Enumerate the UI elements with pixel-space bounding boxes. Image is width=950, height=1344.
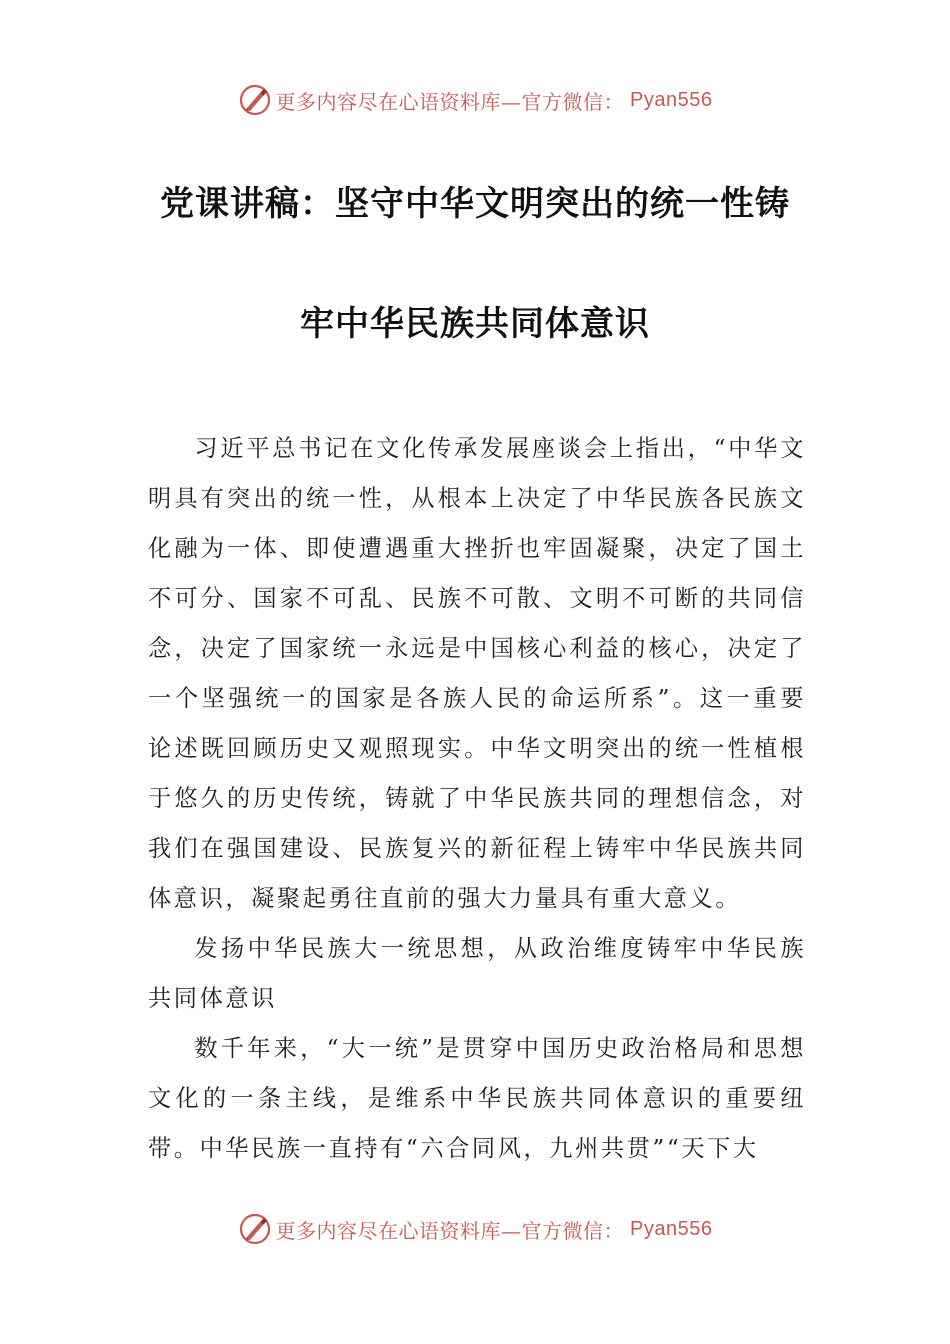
document-body <box>148 424 806 1174</box>
banner-wechat-id: Pyan556 <box>630 88 713 111</box>
banner-wechat-id: Pyan556 <box>630 1217 713 1240</box>
paragraph-3: 数千年来，“大一统”是贯穿中国历史政治格局和思想文化的一条主线，是维系中华民族共同体意识的重要纽带。中华民族一直持有“六合同风，九州共贯”“天下大 <box>148 1035 806 1162</box>
footer-watermark-banner <box>0 1211 950 1247</box>
banner-text: 更多内容尽在心语资料库—官方微信： <box>275 89 625 114</box>
banner-text: 更多内容尽在心语资料库—官方微信： <box>275 1218 625 1243</box>
paragraph-2-section-heading: 发扬中华民族大一统思想，从政治维度铸牢中华民族共同体意识 <box>148 935 806 1012</box>
pen-logo-icon <box>238 83 272 117</box>
pen-logo-icon <box>238 1212 272 1246</box>
paragraph-1: 习近平总书记在文化传承发展座谈会上指出，“中华文明具有突出的统一性，从根本上决定了中华民族各民族文化融为一体、即使遭遇重大挫折也牢固凝聚，决定了国土不可分、国家不可乱、民族不可散、文明不可断的共同信念，决定了国家统一永远是中国核心利益的核心，决定了一个坚强统一的国家是各族人民的命运所系”。这一重要论述既回顾历史又观照现实。中华文明突出的统一性植根于悠久的历史传统，铸就了中华民族共同的理想信念，对我们在强国建设、民族复兴的新征程上铸牢中华民族共同体意识，凝聚起勇往直前的强大力量具有重大意义。 <box>148 435 806 912</box>
header-watermark-banner <box>0 82 950 118</box>
document-title-line-2: 牢中华民族共同体意识 <box>300 304 650 344</box>
document-title-line-1: 党课讲稿：坚守中华文明突出的统一性铸 <box>160 184 790 224</box>
